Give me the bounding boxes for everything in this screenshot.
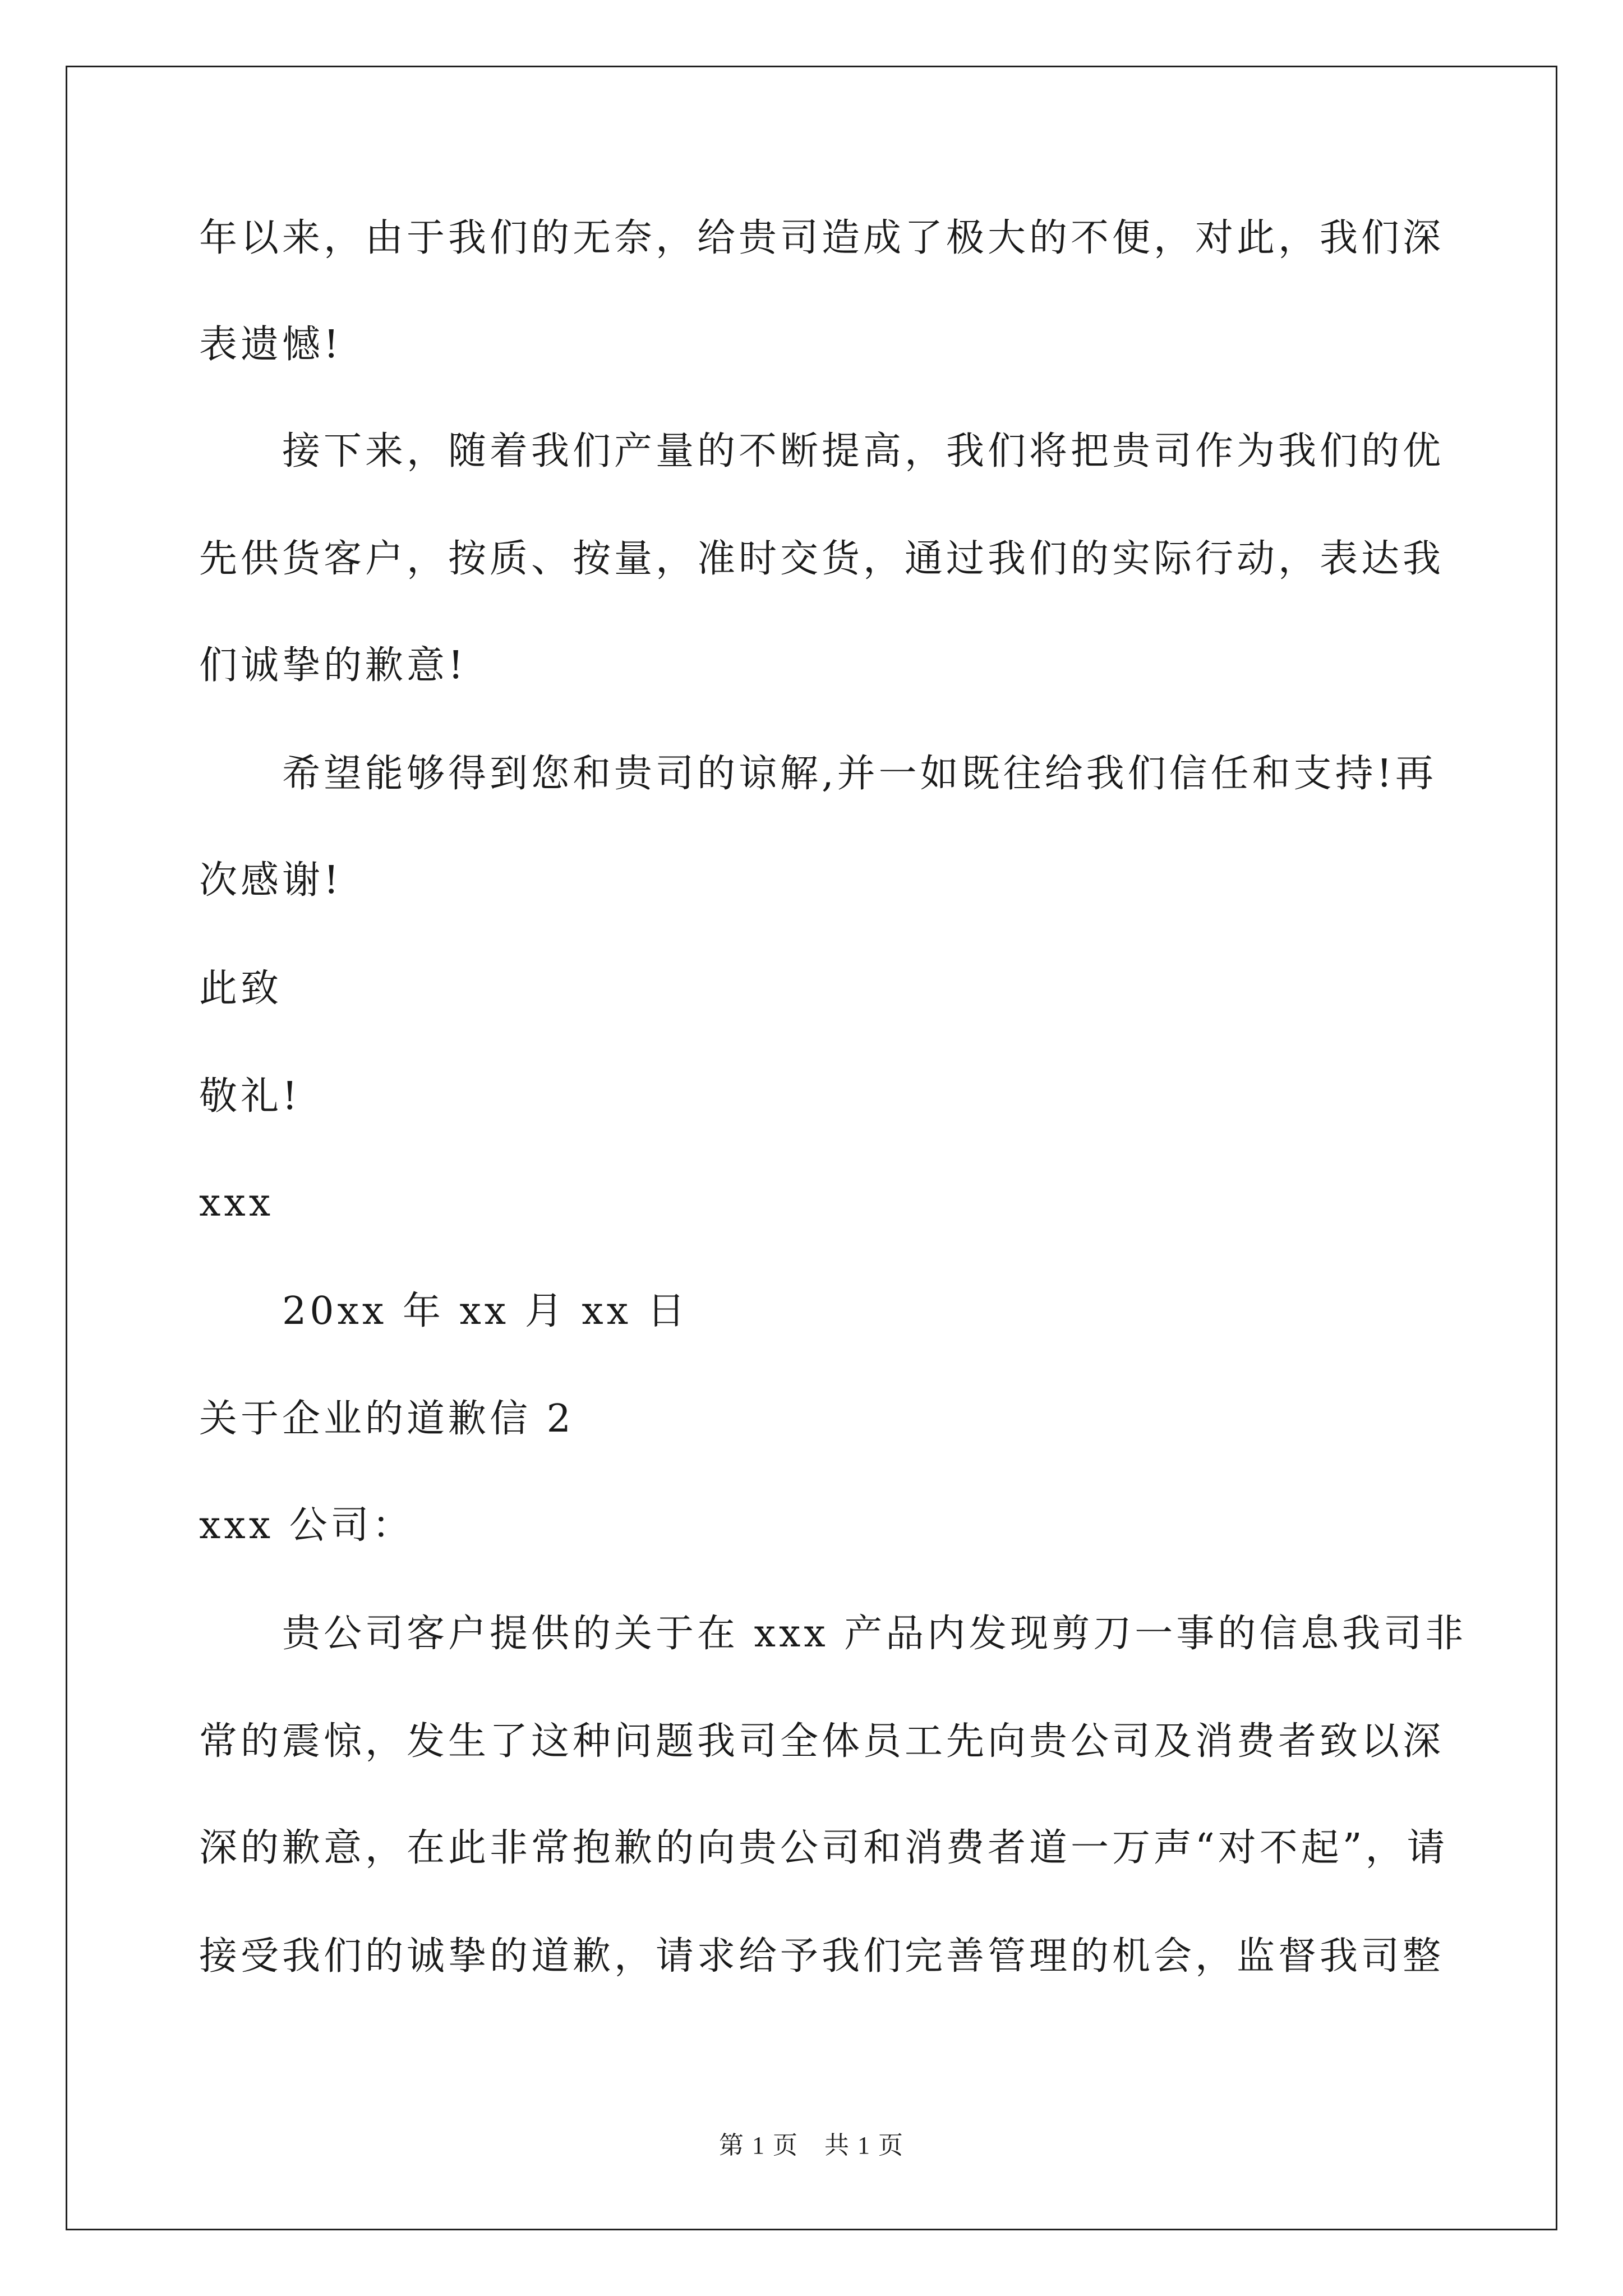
text-line: 们诚挚的歉意!	[199, 643, 467, 688]
text-line: 先供货客户，按质、按量，准时交货，通过我们的实际行动，表达我	[199, 537, 1445, 581]
page-number-footer: 第 1 页 共 1 页	[719, 2132, 904, 2159]
text-line: 希望能够得到您和贵司的谅解,并一如既往给我们信任和支持!再	[199, 752, 1437, 796]
text-line: 常的震惊，发生了这种问题我司全体员工先向贵公司及消费者致以深	[199, 1719, 1445, 1764]
section-heading: 关于企业的道歉信 2	[199, 1397, 574, 1441]
text-line: 20xx 年 xx 月 xx 日	[199, 1289, 689, 1333]
text-line: 接下来，随着我们产量的不断提高，我们将把贵司作为我们的优	[199, 429, 1445, 473]
text-line: 此致	[199, 967, 283, 1011]
text-line: 贵公司客户提供的关于在 xxx 产品内发现剪刀一事的信息我司非	[199, 1612, 1467, 1656]
text-line: 深的歉意，在此非常抱歉的向贵公司和消费者道一万声“对不起”，请	[199, 1826, 1449, 1870]
text-line: 表遗憾!	[199, 323, 343, 367]
text-line: 次感谢!	[199, 858, 343, 903]
text-line: 年以来，由于我们的无奈，给贵司造成了极大的不便，对此，我们深	[199, 216, 1445, 260]
text-line: 敬礼!	[199, 1074, 301, 1119]
page-frame	[66, 66, 1557, 2230]
text-line: xxx	[199, 1181, 274, 1225]
text-line: xxx 公司：	[199, 1503, 414, 1548]
text-line: 接受我们的诚挚的道歉，请求给予我们完善管理的机会，监督我司整	[199, 1934, 1445, 1978]
